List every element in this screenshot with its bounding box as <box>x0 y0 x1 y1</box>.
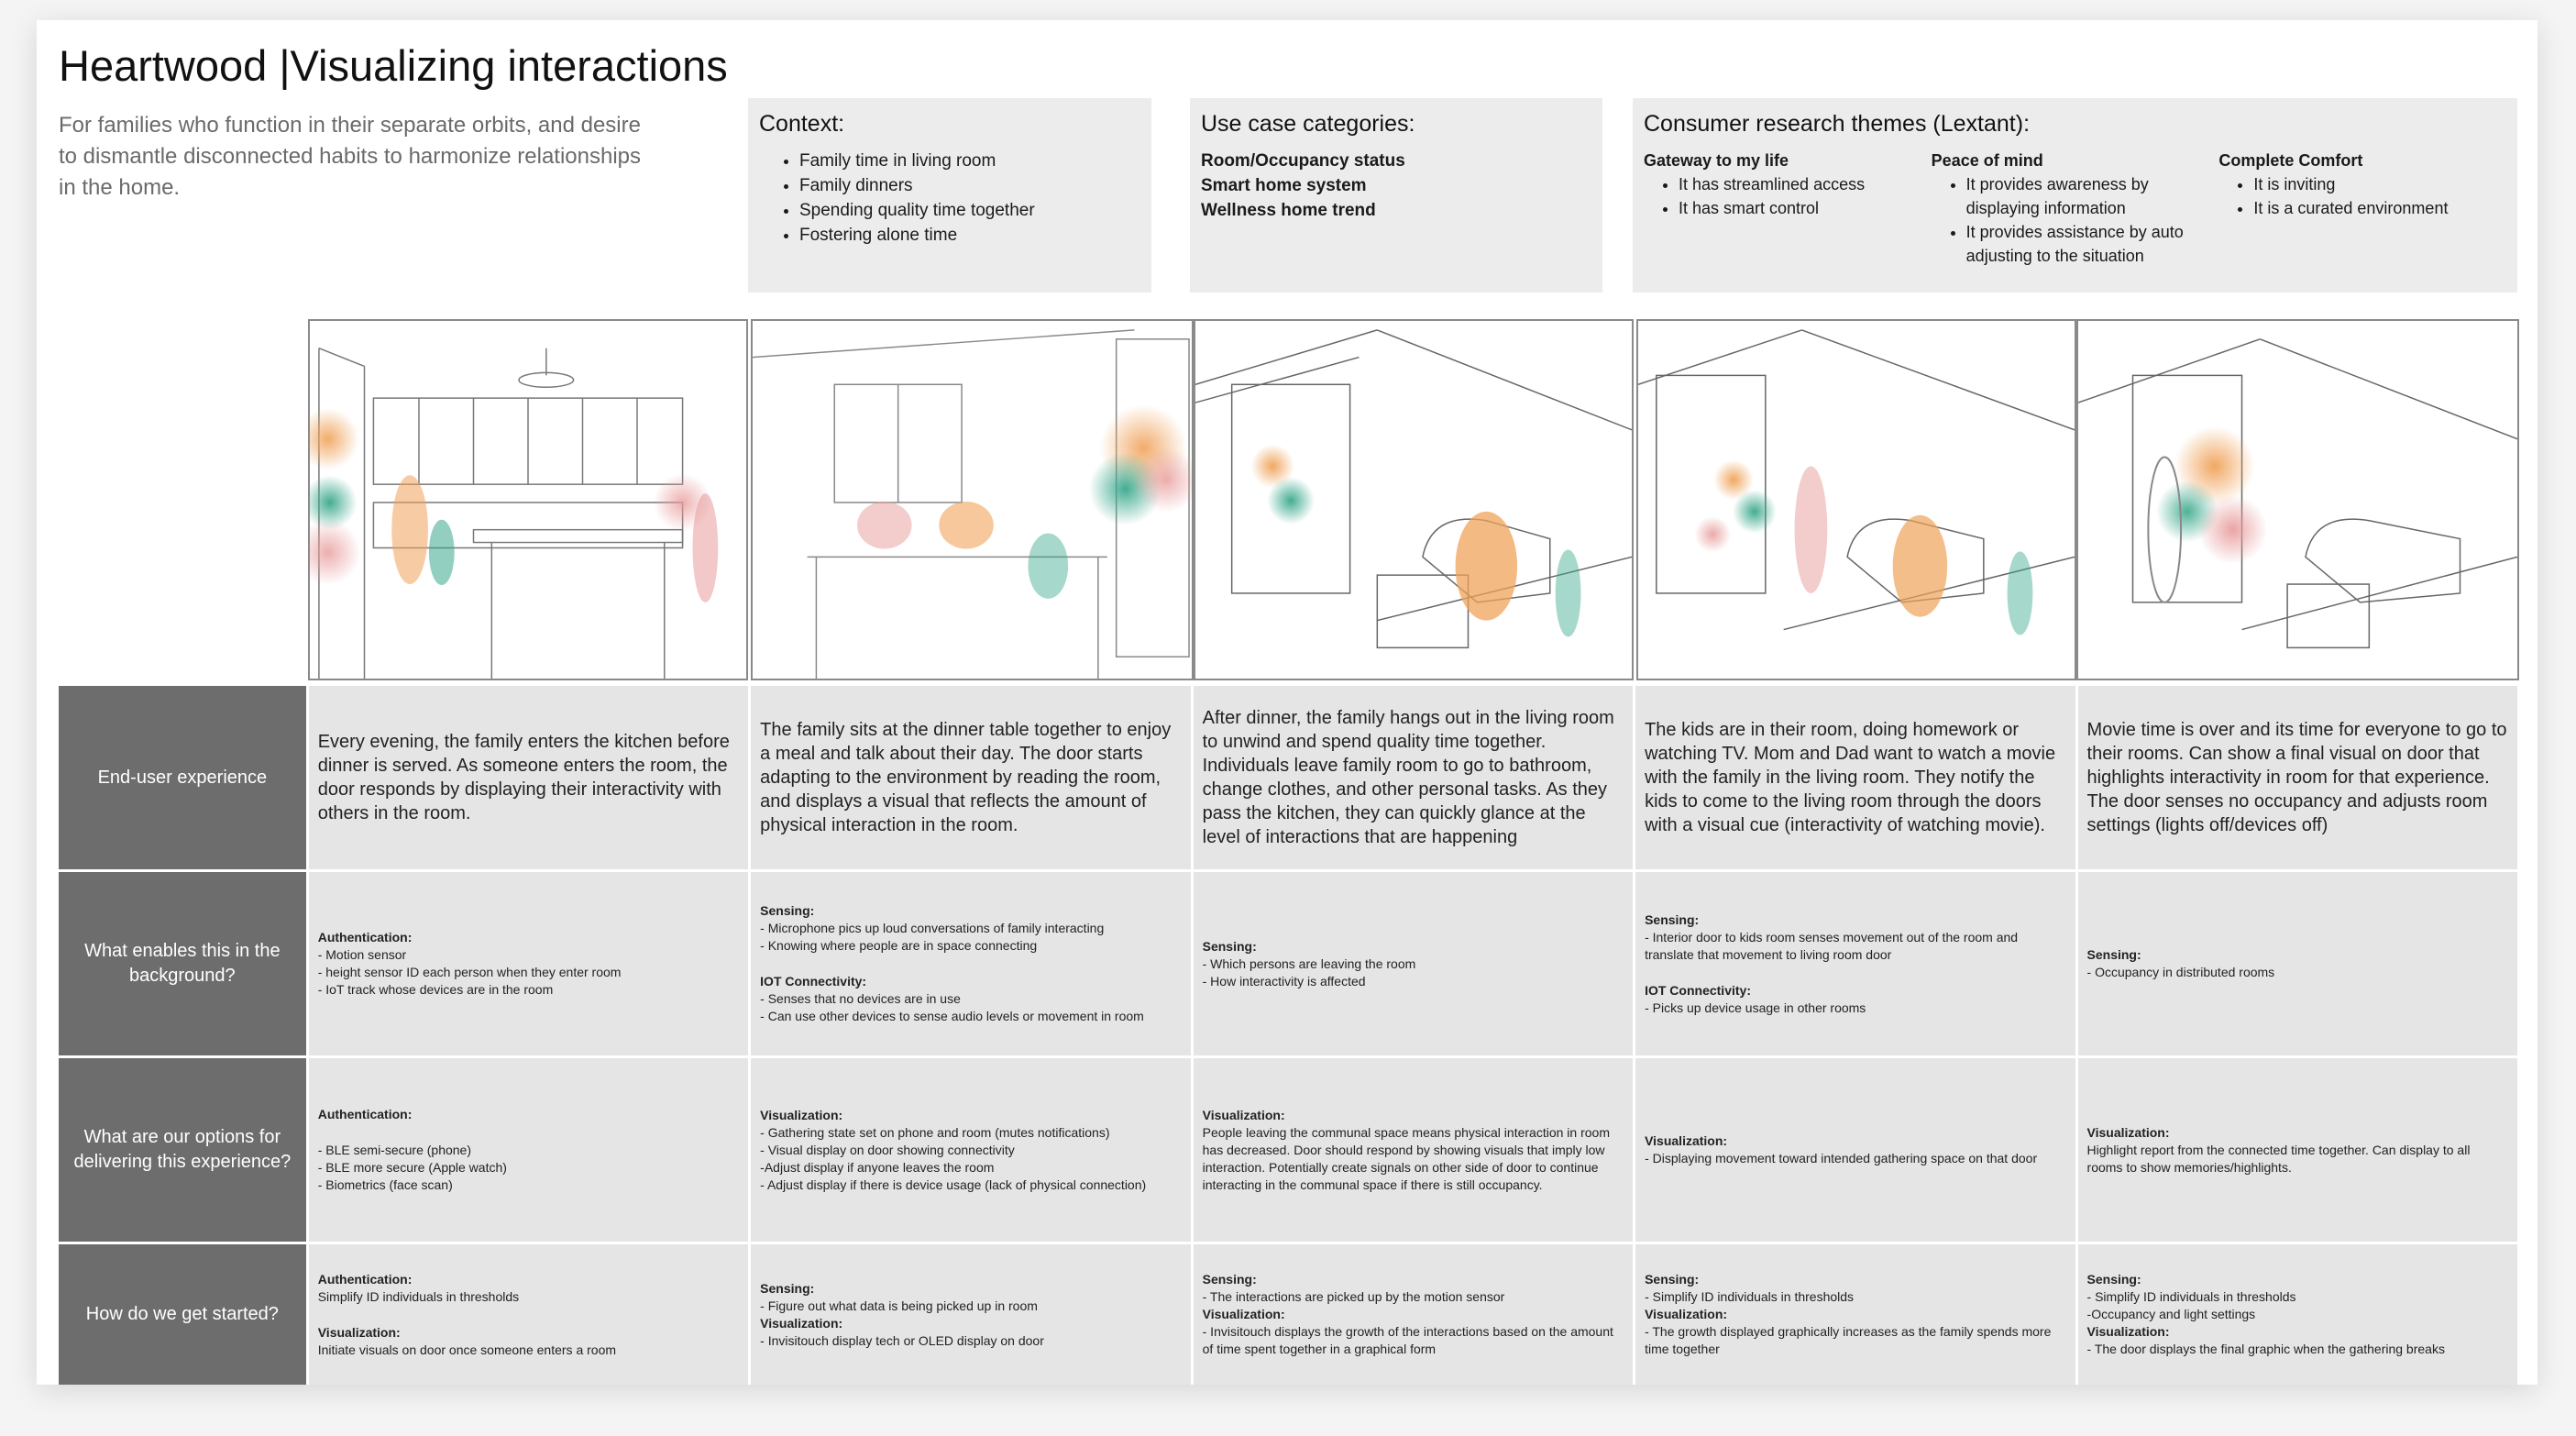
cell-label: Sensing: <box>2086 947 2141 962</box>
enables-cell <box>1194 872 1633 1055</box>
cell-line: - Figure out what data is being picked up in room <box>760 1298 1038 1313</box>
research-heading: Consumer research themes (Lextant): <box>1644 111 2031 137</box>
cell-label: Visualization: <box>1645 1133 1728 1148</box>
cell-line: - Gathering state set on phone and room (mutes notifications) <box>760 1124 1110 1140</box>
cell-label: Sensing: <box>1202 1272 1257 1287</box>
row-label: What are our options for delivering this experience? <box>59 1058 306 1242</box>
theme-item: • It has smart control <box>1679 196 1932 220</box>
started-cell <box>309 1244 748 1385</box>
cell-line: - The door displays the final graphic when the gathering breaks <box>2086 1342 2445 1356</box>
cell-line: - Simplify ID individuals in thresholds <box>2086 1289 2296 1304</box>
cell-line: Initiate visuals on door once someone enters a room <box>317 1342 617 1357</box>
started-cell <box>2078 1244 2517 1385</box>
cell-label: Visualization: <box>1202 1307 1285 1321</box>
enables-cell <box>2078 872 2517 1055</box>
use-case-item: Wellness home trend <box>1201 201 1376 220</box>
cell-line: - Adjust display if there is device usage (lack of physical connection) <box>760 1176 1147 1192</box>
page-title: Heartwood |Visualizing interactions <box>59 41 728 90</box>
cell-line: - Simplify ID individuals in thresholds <box>1645 1289 1855 1304</box>
row-label: End-user experience <box>59 686 306 869</box>
row-end-user-experience <box>59 686 2517 869</box>
cell-line: - height sensor ID each person when they enter room <box>317 965 622 979</box>
sketch-kids-room <box>1636 319 2076 680</box>
cell-label: Authentication: <box>317 1107 413 1121</box>
cell-line: - Picks up device usage in other rooms <box>1645 1000 1866 1015</box>
use-case-heading: Use case categories: <box>1201 111 1415 137</box>
theme-item: • It provides awareness by displaying information <box>1966 172 2219 220</box>
cell-label: Authentication: <box>317 1271 413 1287</box>
research-theme <box>1644 149 1932 268</box>
context-item: • Spending quality time together <box>799 198 1140 223</box>
cell-label: Visualization: <box>2086 1124 2170 1140</box>
sketch-dinner <box>751 319 1194 680</box>
cell-line: Highlight report from the connected time together. Can display to all rooms to show memories/highlights. <box>2086 1142 2471 1175</box>
options-cell <box>1194 1058 1633 1242</box>
cell-label: Sensing: <box>760 903 815 918</box>
cell-line: - Knowing where people are in space connecting <box>760 938 1038 953</box>
theme-item: • It is inviting <box>2253 172 2506 196</box>
use-case-item: Room/Occupancy status <box>1201 151 1405 171</box>
cell-label: Visualization: <box>2086 1324 2170 1339</box>
cell-line: - Which persons are leaving the room <box>1202 955 1416 971</box>
enables-cell <box>751 872 1190 1055</box>
enables-cell <box>1635 872 2075 1055</box>
context-item: • Family time in living room <box>799 149 1140 173</box>
cell-label: IOT Connectivity: <box>760 974 867 989</box>
cell-line: - IoT track whose devices are in the room <box>317 982 554 997</box>
theme-item: • It provides assistance by auto adjusting to the situation <box>1966 220 2219 268</box>
cell-label: Visualization: <box>1645 1307 1728 1321</box>
cell-line: - Can use other devices to sense audio levels or movement in room <box>760 1009 1144 1023</box>
cell-label: Sensing: <box>1645 911 1700 927</box>
context-item: • Family dinners <box>799 173 1140 198</box>
cell-label: Authentication: <box>317 930 413 944</box>
context-box <box>748 98 1151 293</box>
sketch-final <box>2076 319 2519 680</box>
cell-line: - Invisitouch displays the growth of the interactions based on the amount of time spent together in a graphical form <box>1202 1324 1613 1356</box>
cell-line: Simplify ID individuals in thresholds <box>317 1288 520 1304</box>
cell-label: Sensing: <box>1202 938 1257 954</box>
sketch-living-room <box>1194 319 1634 680</box>
research-theme <box>2218 149 2506 268</box>
cell-line: - Senses that no devices are in use <box>760 991 961 1006</box>
row-label: How do we get started? <box>59 1244 306 1385</box>
options-cell <box>309 1058 748 1242</box>
experience-cell: After dinner, the family hangs out in the living room to unwind and spend quality time together. Individuals leave family room to go to bathroom, change clothes, and other personal tasks. As they pass the kitchen, they can quickly glance at the level of interactions that are happening <box>1194 686 1633 869</box>
started-cell <box>1194 1244 1633 1385</box>
cell-line: - Invisitouch display tech or OLED display on door <box>760 1332 1044 1348</box>
sketch-kitchen <box>308 319 748 680</box>
started-cell <box>1635 1244 2075 1385</box>
cell-line: - Displaying movement toward intended gathering space on that door <box>1645 1151 2038 1165</box>
experience-cell: The kids are in their room, doing homework or watching TV. Mom and Dad want to watch a movie with the family in the living room. They notify the kids to come to the living room through the doors with a visual cue (interactivity of watching movie). <box>1635 686 2075 869</box>
storyboard-card <box>37 20 2537 1385</box>
cell-label: Visualization: <box>760 1315 843 1331</box>
cell-line: - Motion sensor <box>317 947 407 962</box>
context-item: • Fostering alone time <box>799 223 1140 248</box>
cell-line: -Occupancy and light settings <box>2086 1307 2256 1321</box>
cell-line: - How interactivity is affected <box>1202 973 1366 989</box>
cell-line: - The growth displayed graphically increases as the family spends more time together <box>1645 1324 2052 1356</box>
theme-title: Complete Comfort <box>2218 151 2363 170</box>
experience-cell: Every evening, the family enters the kitchen before dinner is served. As someone enters the room, the door responds by displaying their interactivity with others in the room. <box>309 686 748 869</box>
options-cell <box>2078 1058 2517 1242</box>
enables-cell <box>309 872 748 1055</box>
theme-title: Gateway to my life <box>1644 151 1789 170</box>
context-heading: Context: <box>759 111 845 137</box>
cell-label: Visualization: <box>317 1324 401 1340</box>
cell-line: - Interior door to kids room senses movement out of the room and translate that movement to living room door <box>1645 929 2019 962</box>
cell-line: - BLE semi-secure (phone) <box>317 1143 472 1157</box>
page-subtitle: For families who function in their separate orbits, and desire to dismantle disconnected habits to harmonize relationships in the home. <box>59 113 642 200</box>
theme-item: • It has streamlined access <box>1679 172 1932 196</box>
cell-label: Sensing: <box>2086 1272 2141 1287</box>
cell-line: People leaving the communal space means physical interaction in room has decreased. Door should respond by showing visuals that imply low interaction. Potentially create signals on other side of door to continue interacting in the communal space if there is still occupancy. <box>1202 1124 1610 1192</box>
use-case-box <box>1190 98 1602 293</box>
row-options <box>59 1058 2517 1242</box>
theme-item: • It is a curated environment <box>2253 196 2506 220</box>
row-get-started <box>59 1244 2517 1385</box>
options-cell <box>751 1058 1190 1242</box>
cell-line: - Occupancy in distributed rooms <box>2086 965 2275 979</box>
row-enables <box>59 872 2517 1055</box>
experience-cell: The family sits at the dinner table together to enjoy a meal and talk about their day. The door starts adapting to the environment by reading the room, and displays a visual that reflects the amount of physical interaction in the room. <box>751 686 1190 869</box>
cell-line: - Biometrics (face scan) <box>317 1177 453 1192</box>
use-case-item: Smart home system <box>1201 176 1367 195</box>
options-cell <box>1635 1058 2075 1242</box>
context-list <box>759 149 1140 248</box>
cell-line: - Visual display on door showing connectivity <box>760 1142 1015 1157</box>
cell-line: - Microphone pics up loud conversations of family interacting <box>760 921 1105 935</box>
cell-line: - The interactions are picked up by the motion sensor <box>1202 1289 1505 1304</box>
cell-label: Sensing: <box>760 1280 815 1296</box>
research-theme <box>1932 149 2219 268</box>
cell-line: -Adjust display if anyone leaves the room <box>760 1159 995 1175</box>
started-cell <box>751 1244 1190 1385</box>
cell-label: Visualization: <box>1202 1107 1285 1122</box>
cell-line: - BLE more secure (Apple watch) <box>317 1160 507 1175</box>
research-box <box>1633 98 2517 293</box>
theme-title: Peace of mind <box>1931 151 2043 170</box>
row-label: What enables this in the background? <box>59 872 306 1055</box>
cell-label: Sensing: <box>1645 1272 1700 1287</box>
cell-label: IOT Connectivity: <box>1645 982 1751 998</box>
cell-label: Visualization: <box>760 1107 843 1122</box>
experience-cell: Movie time is over and its time for everyone to go to their rooms. Can show a final visual on door that highlights interactivity in room for that experience. The door senses no occupancy and adjusts room settings (lights off/devices off) <box>2078 686 2517 869</box>
